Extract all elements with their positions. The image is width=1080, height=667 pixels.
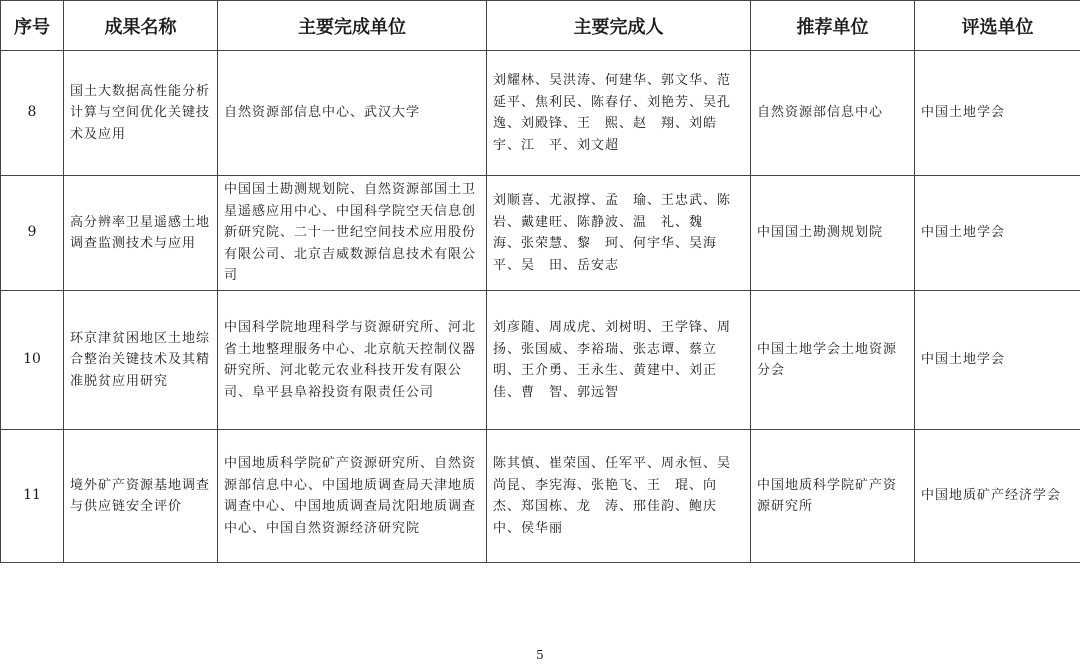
cell-evaluator: 中国土地学会 <box>915 291 1080 430</box>
header-main-units: 主要完成单位 <box>218 1 487 51</box>
cell-main-people: 刘耀林、吴洪涛、何建华、郭文华、范延平、焦利民、陈春仔、刘艳芳、吴孔逸、刘殿锋、王 熙、赵 翔、刘皓宇、江 平、刘文超 <box>487 51 751 176</box>
table-row <box>1 176 1080 291</box>
cell-seq: 8 <box>1 51 64 176</box>
cell-recommender: 中国土地学会土地资源分会 <box>751 291 915 430</box>
table-row <box>1 291 1080 430</box>
cell-main-people: 刘顺喜、尤淑撑、孟 瑜、王忠武、陈 岩、戴建旺、陈静波、温 礼、魏 海、张荣慧、黎 珂、何宇华、吴海平、吴 田、岳安志 <box>487 176 751 291</box>
header-achievement-name: 成果名称 <box>64 1 218 51</box>
cell-evaluator: 中国土地学会 <box>915 176 1080 291</box>
cell-recommender: 自然资源部信息中心 <box>751 51 915 176</box>
cell-achievement-name: 境外矿产资源基地调查与供应链安全评价 <box>64 430 218 563</box>
cell-main-people: 刘彦随、周成虎、刘树明、王学锋、周 扬、张国威、李裕瑞、张志谭、蔡立明、王介勇、王永生、黄建中、刘正佳、曹 智、郭远智 <box>487 291 751 430</box>
table-row <box>1 51 1080 176</box>
cell-seq: 11 <box>1 430 64 563</box>
header-evaluator: 评选单位 <box>915 1 1080 51</box>
cell-evaluator: 中国地质矿产经济学会 <box>915 430 1080 563</box>
cell-seq: 9 <box>1 176 64 291</box>
page-number: 5 <box>536 648 544 662</box>
table-row <box>1 430 1080 563</box>
cell-recommender: 中国国土勘测规划院 <box>751 176 915 291</box>
cell-main-people: 陈其慎、崔荣国、任军平、周永恒、吴尚昆、李宪海、张艳飞、王 琨、向 杰、郑国栋、龙 涛、邢佳韵、鲍庆中、侯华丽 <box>487 430 751 563</box>
cell-main-units: 中国地质科学院矿产资源研究所、自然资源部信息中心、中国地质调查局天津地质调查中心、中国地质调查局沈阳地质调查中心、中国自然资源经济研究院 <box>218 430 487 563</box>
header-recommender: 推荐单位 <box>751 1 915 51</box>
cell-main-units: 自然资源部信息中心、武汉大学 <box>218 51 487 176</box>
cell-achievement-name: 环京津贫困地区土地综合整治关键技术及其精准脱贫应用研究 <box>64 291 218 430</box>
header-main-people: 主要完成人 <box>487 1 751 51</box>
table-header-row <box>1 1 1080 51</box>
cell-recommender: 中国地质科学院矿产资源研究所 <box>751 430 915 563</box>
header-seq: 序号 <box>1 1 64 51</box>
cell-main-units: 中国科学院地理科学与资源研究所、河北省土地整理服务中心、北京航天控制仪器研究所、河北乾元农业科技开发有限公司、阜平县阜裕投资有限责任公司 <box>218 291 487 430</box>
cell-achievement-name: 高分辨率卫星遥感土地调查监测技术与应用 <box>64 176 218 291</box>
cell-seq: 10 <box>1 291 64 430</box>
cell-achievement-name: 国土大数据高性能分析计算与空间优化关键技术及应用 <box>64 51 218 176</box>
cell-main-units: 中国国土勘测规划院、自然资源部国土卫星遥感应用中心、中国科学院空天信息创新研究院、二十一世纪空间技术应用股份有限公司、北京吉威数源信息技术有限公司 <box>218 176 487 291</box>
cell-evaluator: 中国土地学会 <box>915 51 1080 176</box>
